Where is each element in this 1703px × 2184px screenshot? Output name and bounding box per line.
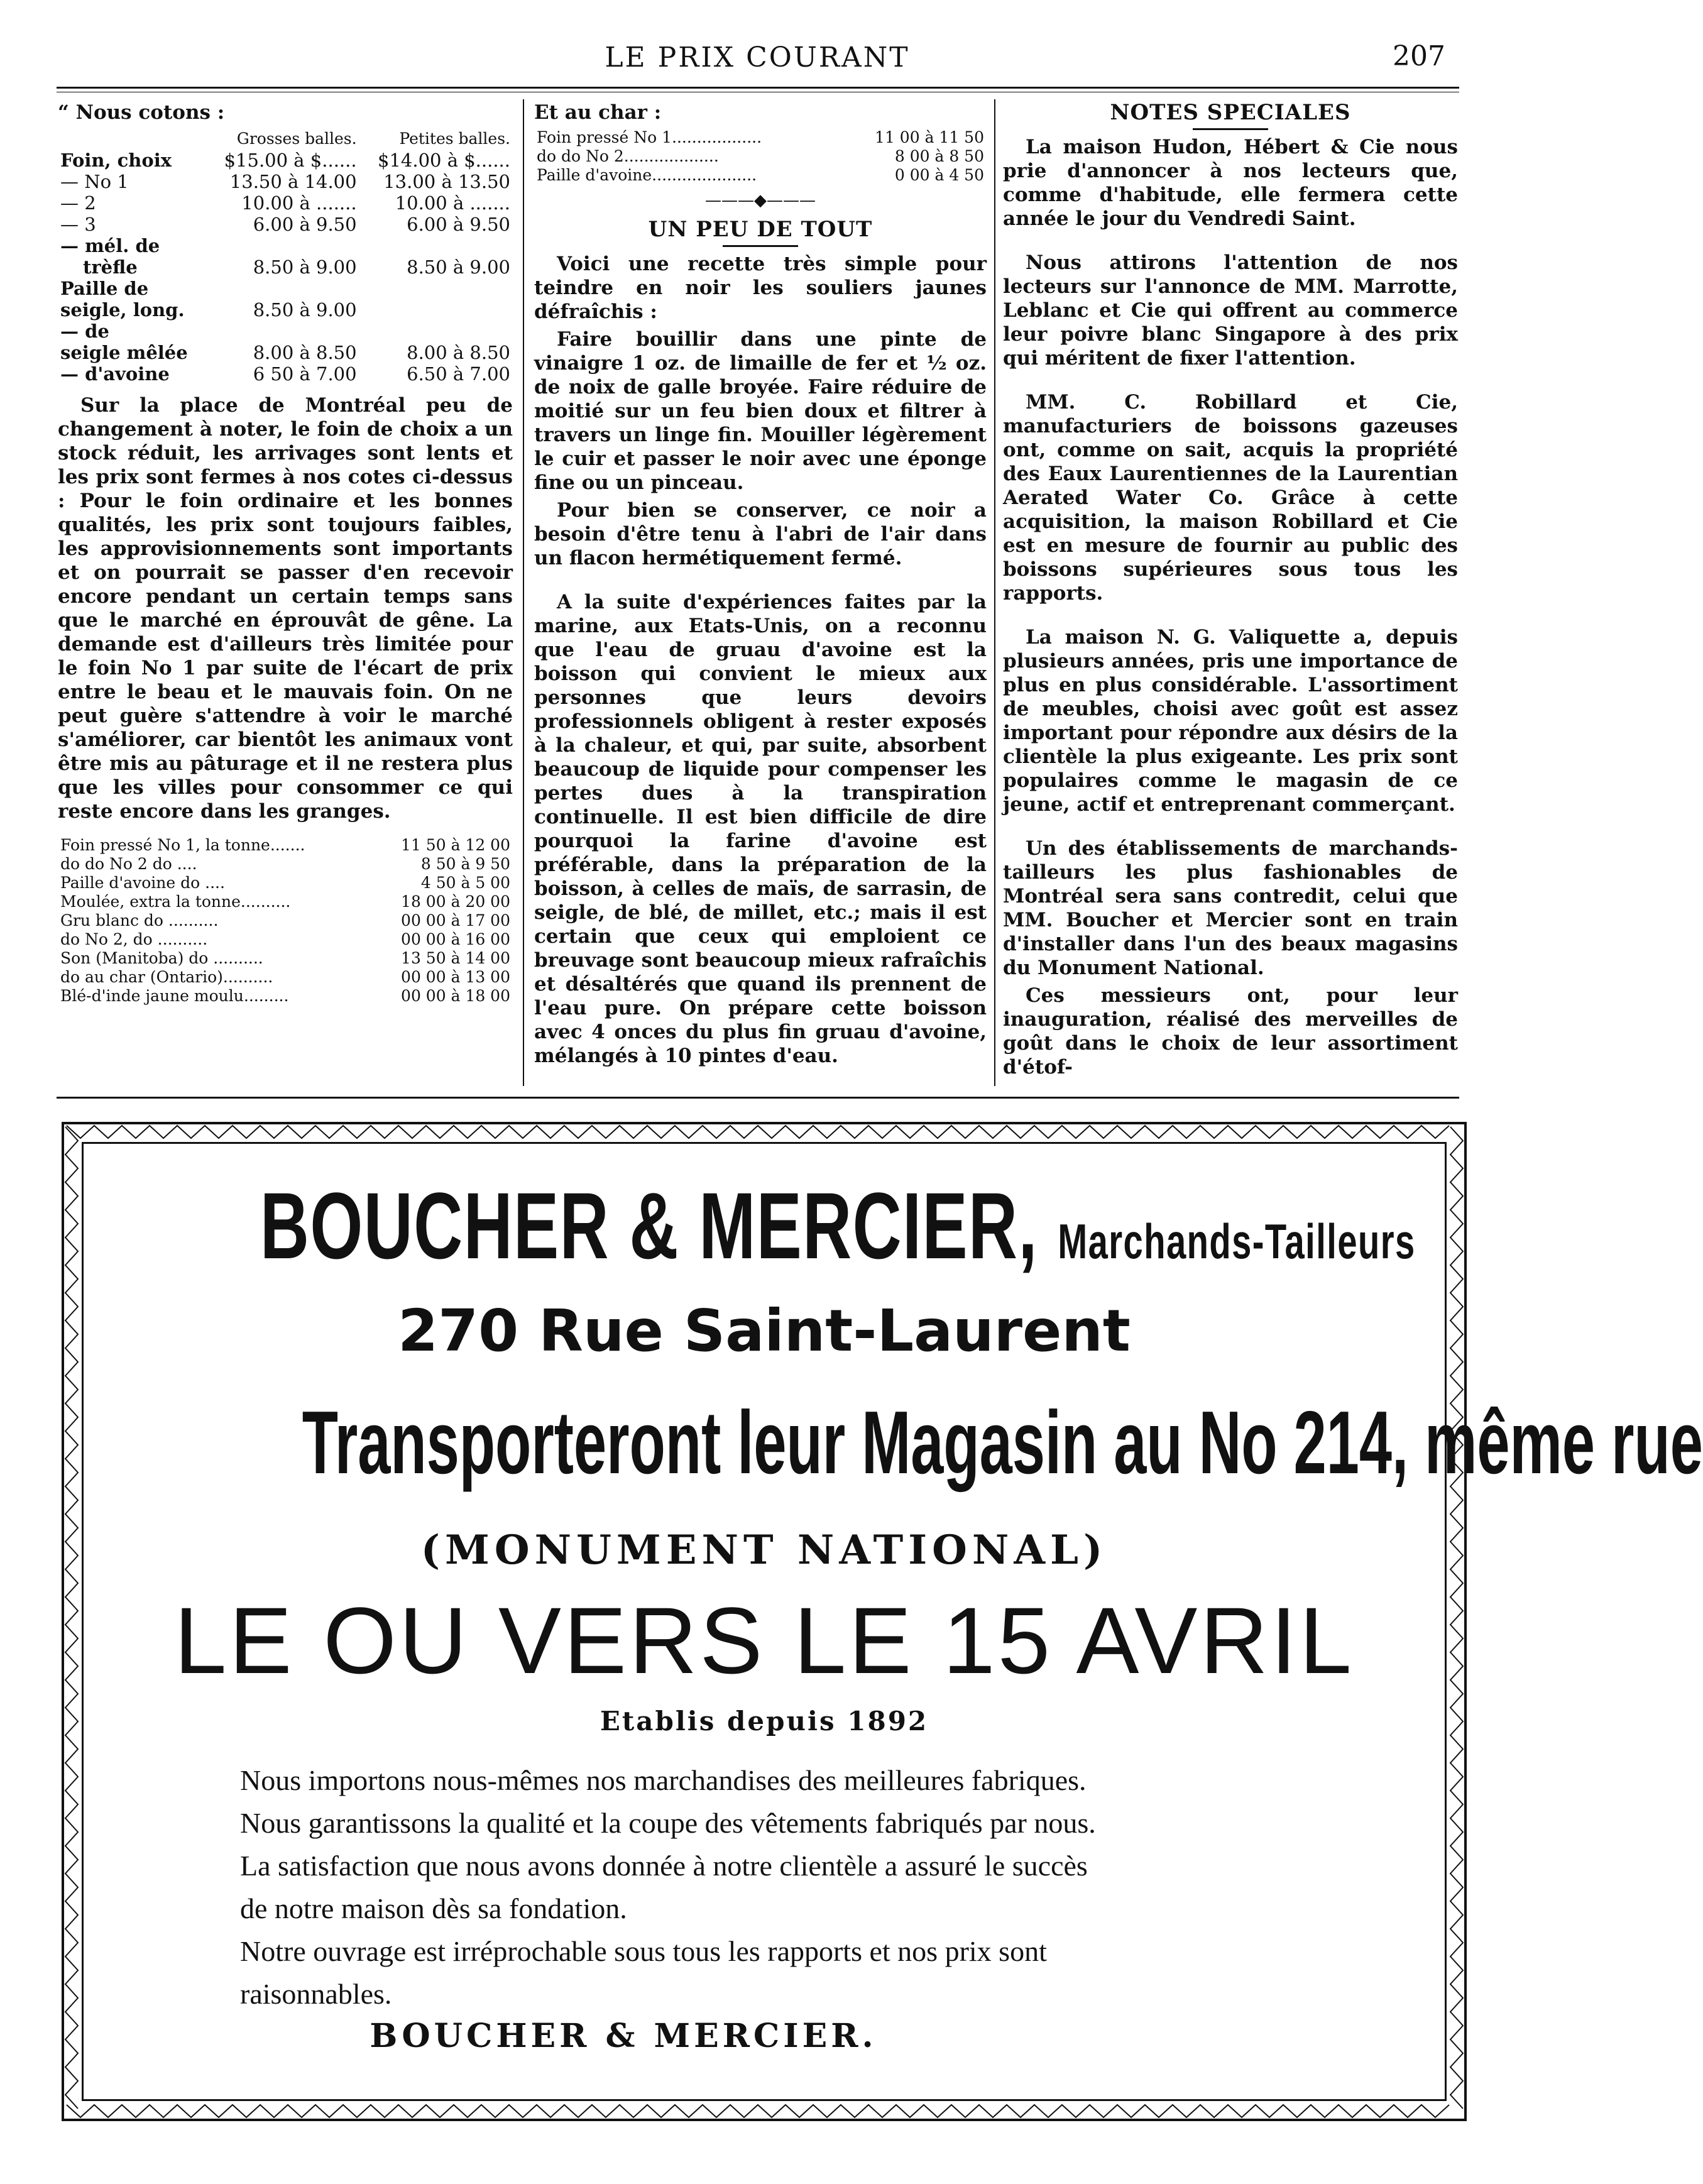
table-row: Foin pressé No 1.................. 11 00 à 11 50 — [537, 128, 984, 146]
paragraph: La maison N. G. Valiquette a, depuis plusieurs années, pris une importance de plus en plus considérable. L'assortiment de meubles, choisi avec goût est assez important pour répondre aux désirs de la clientèle la plus exigeante. Les prix sont populaires comme le magasin de ce jeune, actif et entreprenant commerçant. — [1003, 626, 1458, 816]
column-special-notes — [1003, 101, 1458, 1083]
table-row: seigle, long. 8.50 à 9.00 — [60, 299, 357, 321]
column-market-hay — [58, 101, 513, 1006]
ad-text-line: Nous garantissons la qualité et la coupe des vêtements fabriqués par nous. — [240, 1807, 1096, 1839]
column-header: Petites balles. — [399, 129, 510, 148]
table-row: Foin, choix $15.00 à $...... $14.00 à $...... — [60, 150, 510, 171]
table-row: — d'avoine 6 50 à 7.00 6.50 à 7.00 — [60, 363, 510, 385]
table-row: — mél. de — [60, 235, 160, 256]
paragraph: Voici une recette très simple pour teindre en noir les souliers jaunes défraîchis : — [534, 253, 987, 323]
ad-monument-national: (MONUMENT NATIONAL) — [420, 1527, 1108, 1574]
table-row: Paille d'avoine do .... 4 50 à 5 00 — [60, 874, 510, 892]
section-title: NOTES SPECIALES — [1110, 100, 1351, 125]
table-row: Gru blanc do .......... 00 00 à 17 00 — [60, 911, 510, 930]
table-row: Paille de — [60, 278, 149, 299]
ad-established: Etablis depuis 1892 — [600, 1706, 929, 1737]
car-price-table — [534, 128, 987, 185]
paragraph: A la suite d'expériences faites par la marine, aux Etats-Unis, on a reconnu que l'eau de gruau d'avoine est la boisson qui convient le mieux aux personnes que leurs devoirs professionnels obligent à rester exposés à la chaleur, et qui, par suite, absorbent beaucoup de liquide pour compenser les pertes dues à la transpiration continuelle. Il est bien difficile de dire pourquoi la farine d'avoine est préférable, dans la préparation de la boisson, à celles de maïs, de sarrasin, de seigle, de blé, de millet, etc.; mais il est certain que ceux qui emploient ce breuvage sont beaucoup mieux rafraîchis et désaltérés que quand ils prennent de l'eau pure. On prépare cette boisson avec 4 onces du plus fin gruau d'avoine, mélangés à 10 pintes d'eau. — [534, 591, 987, 1067]
paragraph: MM. C. Robillard et Cie, manufacturiers de boissons gazeuses ont, comme on sait, acquis la propriété des Eaux Laurentiennes de la Laurentian Aerated Water Co. Grâce à cette acquisition, la maison Robillard et Cie est en mesure de fournir au public des boissons supérieures sous tous les rapports. — [1003, 391, 1458, 605]
table-row: — de — [60, 321, 109, 342]
table-row: Paille d'avoine..................... 0 00 à 4 50 — [537, 166, 984, 184]
column-divider — [994, 99, 995, 1086]
table-row: do au char (Ontario).......... 00 00 à 13 00 — [60, 968, 510, 986]
market-paragraph: Sur la place de Montréal peu de changement à noter, le foin de choix a un stock réduit, les arrivages sont lents et les prix sont fermes à nos cotes ci-dessus : Pour le foin ordinaire et les bonnes qualités, les prix sont toujours faibles, les approvisionnements sont importants et on pourrait se passer d'en recevoir encore pendant un certain temps sans que le marché en éprouvât de gêne. La demande est d'ailleurs très limitée pour le foin No 1 par suite de l'écart de prix entre le beau et le mauvais foin. On ne peut guère s'attendre à voir le marché s'améliorer, car bientôt les animaux vont être mis au pâturage et il ne restera plus que les villes pour consommer ce qui reste encore dans les granges. — [58, 394, 513, 823]
table-header-row — [58, 128, 513, 150]
table-row: — 2 10.00 à ....... 10.00 à ....... — [60, 192, 510, 214]
ad-signature: BOUCHER & MERCIER. — [370, 2017, 877, 2055]
column-header: Grosses balles. — [236, 129, 357, 148]
ornament-divider: ———◆——— — [705, 191, 816, 210]
ad-firm-name: BOUCHER & MERCIER, Marchands-Tailleurs — [260, 1173, 1416, 1278]
table-row: Foin pressé No 1, la tonne....... 11 50 à 12 00 — [60, 836, 510, 854]
table-row: Son (Manitoba) do .......... 13 50 à 14 00 — [60, 949, 510, 967]
table-row: do No 2, do .......... 00 00 à 16 00 — [60, 930, 510, 948]
ad-text-line: La satisfaction que nous avons donnée à notre clientèle a assuré le succès — [240, 1850, 1088, 1882]
paragraph: Nous attirons l'attention de nos lecteurs sur l'annonce de MM. Marrotte, Leblanc et Cie qui offrent au commerce leur poivre blanc Singapore à des prix qui méritent de fixer l'attention. — [1003, 251, 1458, 370]
ad-text-line: Notre ouvrage est irréprochable sous tous les rapports et nos prix sont — [240, 1935, 1047, 1967]
column-miscellany — [534, 101, 987, 1072]
page-number: 207 — [1393, 40, 1445, 72]
ad-moving-notice: Transporteront leur Magasin au No 214, même rue — [302, 1393, 1703, 1493]
table-row: seigle mêlée 8.00 à 8.50 8.00 à 8.50 — [60, 342, 510, 363]
ad-body-text — [240, 1759, 1321, 2016]
car-heading: Et au char : — [534, 101, 662, 124]
header-rule — [57, 87, 1459, 89]
table-row: — 3 6.00 à 9.50 6.00 à 9.50 — [60, 214, 510, 235]
title-rule — [1193, 128, 1268, 130]
ad-date: LE OU VERS LE 15 AVRIL — [174, 1588, 1354, 1693]
ad-address: 270 Rue Saint-Laurent — [398, 1297, 1131, 1364]
section-rule — [57, 1097, 1459, 1099]
hay-price-table — [58, 128, 513, 385]
paragraph: Ces messieurs ont, pour leur inauguration, réalisé des merveilles de goût dans le choix de leur assortiment d'étof- — [1003, 984, 1458, 1078]
ad-text-line: Nous importons nous-mêmes nos marchandises des meilleures fabriques. — [240, 1764, 1087, 1796]
zigzag-border — [67, 2104, 1462, 2119]
advertisement-boucher-mercier — [62, 1122, 1703, 2121]
zigzag-border — [67, 1124, 1462, 1139]
title-rule — [723, 245, 798, 247]
journal-title: LE PRIX COURANT — [605, 41, 910, 74]
table-row: do do No 2................... 8 00 à 8 50 — [537, 147, 984, 165]
ad-text-line: de notre maison dès sa fondation. — [240, 1892, 627, 1924]
table-row: do do No 2 do .... 8 50 à 9 50 — [60, 855, 510, 873]
paragraph: Un des établissements de marchands-tailleurs les plus fashionables de Montréal sera sans contredit, celui que MM. Boucher et Mercier sont en train d'installer dans l'un des beaux magasins du Monument National. — [1003, 837, 1458, 979]
hay-heading: “ Nous cotons : — [58, 101, 225, 124]
ad-text-line: raisonnables. — [240, 1978, 392, 2010]
paragraph: Faire bouillir dans une pinte de vinaigre 1 oz. de limaille de fer et ½ oz. de noix de galle broyée. Faire réduire de moitié sur un feu bien doux et filtrer à travers un linge fin. Mouiller légèrement le cuir et passer le noir avec une éponge fine ou un pinceau. — [534, 328, 987, 494]
price-list-table — [58, 836, 513, 1006]
table-row: Blé-d'inde jaune moulu......... 00 00 à 18 00 — [60, 987, 510, 1005]
page-header — [57, 36, 1458, 87]
ad-firm-trade: Marchands-Tailleurs — [1058, 1214, 1416, 1269]
column-divider — [523, 99, 524, 1086]
table-row: Moulée, extra la tonne.......... 18 00 à 20 00 — [60, 892, 510, 911]
table-row: — No 1 13.50 à 14.00 13.00 à 13.50 — [60, 171, 510, 192]
section-title: UN PEU DE TOUT — [648, 217, 873, 242]
paragraph: Pour bien se conserver, ce noir a besoin d'être tenu à l'abri de l'air dans un flacon hermétiquement fermé. — [534, 499, 987, 569]
table-row: trèfle 8.50 à 9.00 8.50 à 9.00 — [83, 256, 510, 278]
paragraph: La maison Hudon, Hébert & Cie nous prie d'annoncer à nos lecteurs que, comme d'habitude, elle fermera cette année le jour du Vendredi Saint. — [1003, 136, 1458, 230]
